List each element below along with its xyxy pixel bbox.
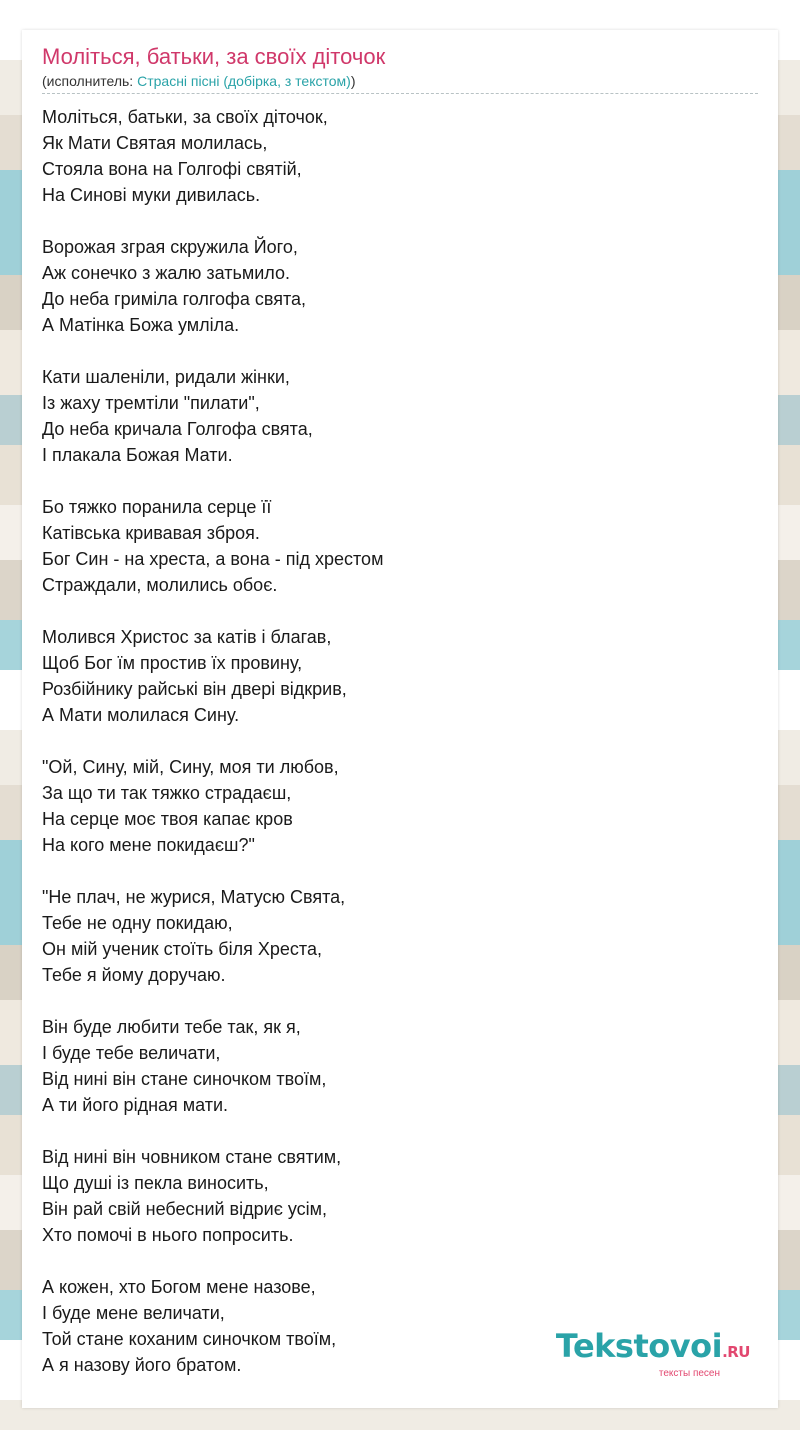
lyric-line: До неба кричала Голгофа свята,: [42, 419, 313, 439]
lyric-line: Катівська кривавая зброя.: [42, 523, 260, 543]
lyric-line: Тебе не одну покидаю,: [42, 913, 233, 933]
lyric-line: Він рай свій небесний відриє усім,: [42, 1199, 328, 1219]
lyric-line: А я назову його братом.: [42, 1355, 242, 1375]
lyric-line: Ворожая зграя скружила Його,: [42, 237, 298, 257]
lyric-line: Бо тяжко поранила серце її: [42, 497, 272, 517]
lyric-line: Як Мати Святая молилась,: [42, 133, 268, 153]
lyric-line: За що ти так тяжко страдаєш,: [42, 783, 292, 803]
lyrics-stanza: [42, 364, 758, 468]
lyric-line: А Мати молилася Сину.: [42, 705, 240, 725]
lyrics-stanza: [42, 104, 758, 208]
lyric-line: Щоб Бог їм простив їх провину,: [42, 653, 303, 673]
lyric-line: Кати шаленіли, ридали жінки,: [42, 367, 290, 387]
site-logo[interactable]: [555, 1327, 750, 1380]
logo-wordmark: [555, 1327, 750, 1368]
lyric-line: А ти його рідная мати.: [42, 1095, 229, 1115]
lyric-line: Хто помочі в нього попросить.: [42, 1225, 294, 1245]
artist-suffix: ): [350, 73, 356, 89]
lyric-line: Він буде любити тебе так, як я,: [42, 1017, 301, 1037]
artist-link[interactable]: Страсні пісні (добірка, з текстом): [137, 73, 351, 89]
logo-tld: .RU: [722, 1343, 750, 1361]
lyric-line: "Не плач, не журися, Матусю Свята,: [42, 887, 346, 907]
lyrics-stanza: [42, 1014, 758, 1118]
lyric-line: А Матінка Божа умліла.: [42, 315, 240, 335]
lyric-line: Молився Христос за катів і благав,: [42, 627, 332, 647]
lyrics-stanza: [42, 494, 758, 598]
lyric-line: На кого мене покидаєш?": [42, 835, 255, 855]
song-title: Моліться, батьки, за своїх діточок: [42, 44, 386, 69]
lyrics-stanza: [42, 234, 758, 338]
lyric-line: На Синові муки дивилась.: [42, 185, 261, 205]
lyrics-stanza: [42, 754, 758, 858]
lyric-line: Із жаху тремтіли "пилати",: [42, 393, 260, 413]
lyrics-card: [22, 30, 778, 1408]
lyrics-stanza: [42, 624, 758, 728]
lyric-line: Страждали, молились обоє.: [42, 575, 278, 595]
lyric-line: І плакала Божая Мати.: [42, 445, 233, 465]
lyric-line: Бог Син - на хреста, а вона - під хрестом: [42, 549, 384, 569]
lyric-line: Моліться, батьки, за своїх діточок,: [42, 107, 328, 127]
lyric-line: І буде мене величати,: [42, 1303, 225, 1323]
logo-tagline: тексты песен: [658, 1368, 720, 1379]
artist-prefix: (исполнитель:: [42, 73, 138, 89]
lyric-line: Аж сонечко з жалю затьмило.: [42, 263, 291, 283]
lyric-line: А кожен, хто Богом мене назове,: [42, 1277, 316, 1297]
lyric-line: До неба гриміла голгофа свята,: [42, 289, 307, 309]
lyric-line: Тебе я йому доручаю.: [42, 965, 226, 985]
lyric-line: Від нині він човником стане святим,: [42, 1147, 342, 1167]
lyric-line: Он мій ученик стоїть біля Хреста,: [42, 939, 322, 959]
lyrics-stanza: [42, 1144, 758, 1248]
dashed-divider: [42, 93, 758, 94]
lyric-line: На серце моє твоя капає кров: [42, 809, 293, 829]
lyric-line: "Ой, Сину, мій, Сину, моя ти любов,: [42, 757, 339, 777]
logo-name: Tekstovoi: [555, 1327, 723, 1365]
lyric-line: Стояла вона на Голгофі святій,: [42, 159, 302, 179]
lyric-line: Розбійнику райські він двері відкрив,: [42, 679, 347, 699]
lyrics-stanza: [42, 884, 758, 988]
lyric-line: Що душі із пекла виносить,: [42, 1173, 269, 1193]
lyric-line: Той стане коханим синочком твоїм,: [42, 1329, 337, 1349]
lyrics-text: [42, 104, 758, 1404]
artist-line: [42, 73, 356, 89]
lyric-line: Від нині він стане синочком твоїм,: [42, 1069, 327, 1089]
lyric-line: І буде тебе величати,: [42, 1043, 221, 1063]
